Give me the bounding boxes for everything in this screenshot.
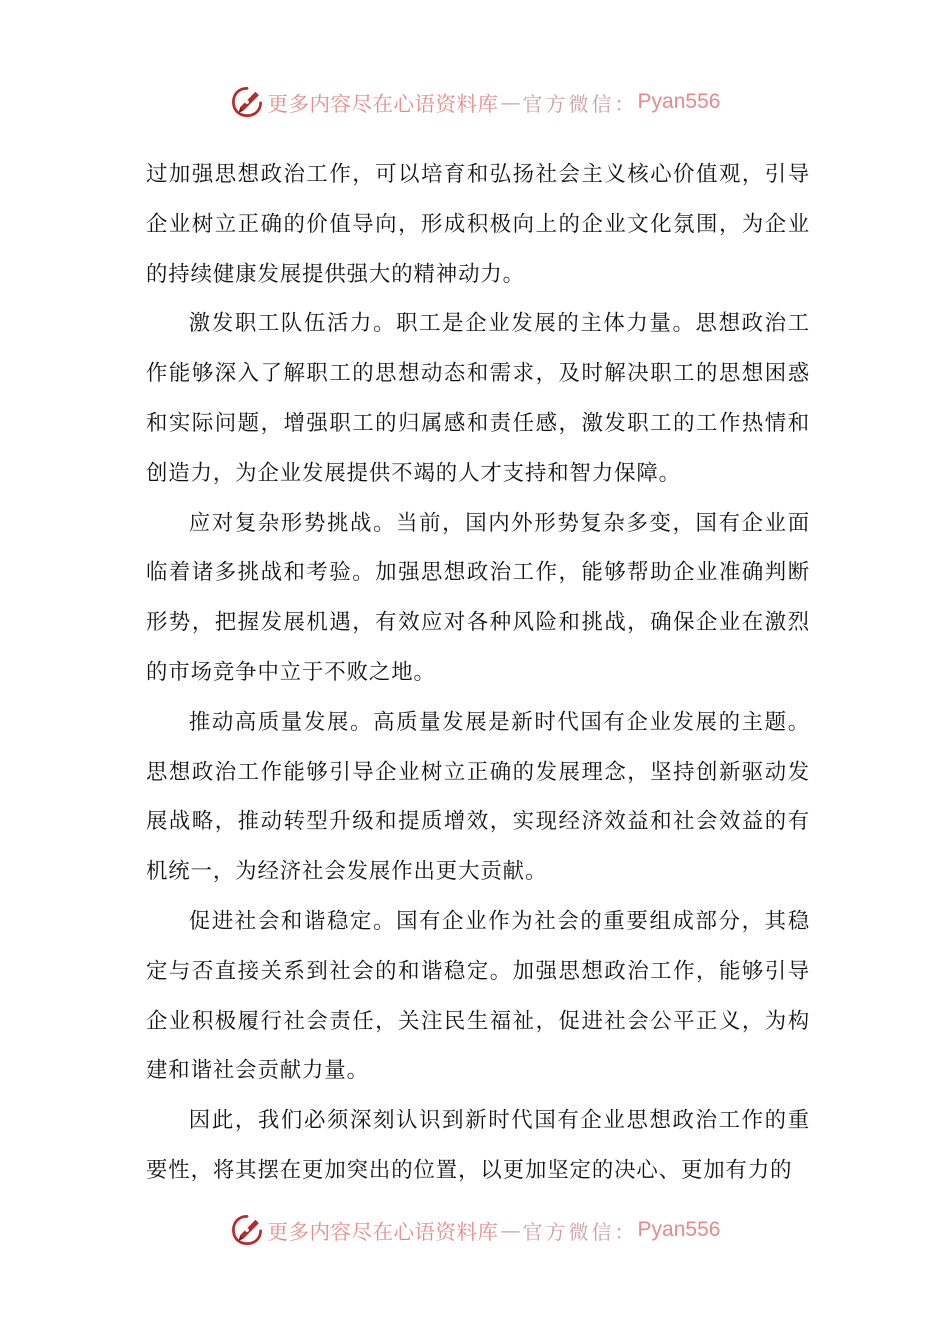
banner-slogan: 更多内容尽在心语资料库 (267, 92, 499, 116)
pen-logo-icon (230, 85, 264, 119)
banner-slogan: 更多内容尽在心语资料库 (267, 1220, 499, 1244)
banner-wechat-label: 官方微信： (522, 1219, 638, 1244)
banner-dash: — (500, 90, 521, 114)
banner-dash: — (500, 1218, 521, 1242)
banner-wechat-id: Pyan556 (637, 1218, 721, 1241)
paragraph: 激发职工队伍活力。职工是企业发展的主体力量。思想政治工作能够深入了解职工的思想动态和需求，及时解决职工的思想困惑和实际问题，增强职工的归属感和责任感，激发职工的工作热情和创造力，为企业发展提供不竭的人才支持和智力保障。 (146, 311, 810, 486)
banner-wechat-id: Pyan556 (637, 90, 721, 113)
footer-banner (0, 1210, 950, 1250)
pen-logo-icon (230, 1213, 264, 1247)
banner-wechat-label: 官方微信： (522, 91, 638, 116)
paragraph: 因此，我们必须深刻认识到新时代国有企业思想政治工作的重要性，将其摆在更加突出的位置，以更加坚定的决心、更加有力的 (146, 1108, 810, 1183)
paragraph: 应对复杂形势挑战。当前，国内外形势复杂多变，国有企业面临着诸多挑战和考验。加强思想政治工作，能够帮助企业准确判断形势，把握发展机遇，有效应对各种风险和挑战，确保企业在激烈的市场竞争中立于不败之地。 (146, 510, 810, 685)
header-banner (0, 82, 950, 122)
paragraph-continued: 过加强思想政治工作，可以培育和弘扬社会主义核心价值观，引导企业树立正确的价值导向，形成积极向上的企业文化氛围，为企业的持续健康发展提供强大的精神动力。 (146, 162, 810, 287)
paragraph: 促进社会和谐稳定。国有企业作为社会的重要组成部分，其稳定与否直接关系到社会的和谐稳定。加强思想政治工作，能够引导企业积极履行社会责任，关注民生福祉，促进社会公平正义，为构建和谐社会贡献力量。 (146, 908, 810, 1084)
paragraph: 推动高质量发展。高质量发展是新时代国有企业发展的主题。思想政治工作能够引导企业树立正确的发展理念，坚持创新驱动发展战略，推动转型升级和提质增效，实现经济效益和社会效益的有机统一，为经济社会发展作出更大贡献。 (146, 709, 810, 885)
document-body (146, 150, 810, 1196)
